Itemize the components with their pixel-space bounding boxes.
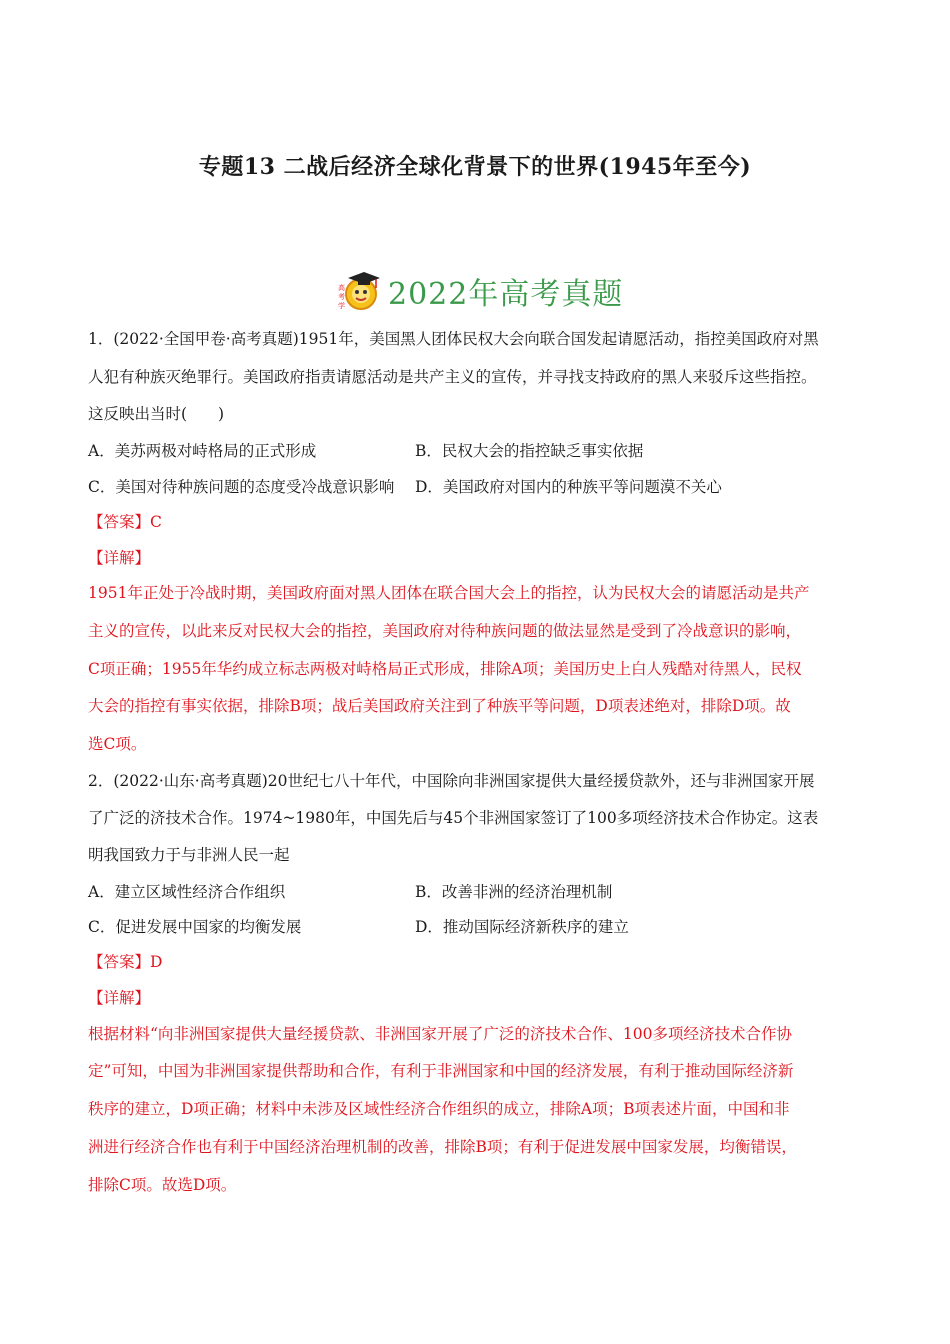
- question-2-option-b: B．改善非洲的经济治理机制: [415, 883, 613, 901]
- page-title: 专题13 二战后经济全球化背景下的世界(1945年至今): [198, 154, 752, 180]
- question-2-stem-line: 明我国致力于与非洲人民一起: [88, 846, 290, 864]
- section-banner: [336, 266, 623, 316]
- question-2-detail-label: 【详解】: [88, 989, 151, 1007]
- question-2-option-c: C．促进发展中国家的均衡发展: [88, 918, 302, 936]
- question-1-option-a: A．美苏两极对峙格局的正式形成: [88, 442, 317, 460]
- question-2-option-d: D．推动国际经济新秩序的建立: [415, 918, 629, 936]
- svg-text:考: 考: [338, 293, 345, 301]
- question-2-explanation-line: 秩序的建立，D项正确；材料中未涉及区域性经济合作组织的成立，排除A项；B项表述片面，中国和非: [88, 1100, 790, 1118]
- question-2-stem-line: 了广泛的济技术合作。1974~1980年，中国先后与45个非洲国家签订了100多项经济技术合作协定。这表: [88, 809, 819, 827]
- question-2-stem-line: 2．(2022·山东·高考真题)20世纪七八十年代，中国除向非洲国家提供大量经援贷款外，还与非洲国家开展: [88, 772, 815, 790]
- question-1-stem-line: 这反映出当时( ): [88, 405, 225, 423]
- question-2-explanation-line: 根据材料“向非洲国家提供大量经援贷款、非洲国家开展了广泛的济技术合作、100多项经济技术合作协: [88, 1025, 793, 1043]
- banner-title: 2022年高考真题: [388, 277, 624, 312]
- question-2-option-a: A．建立区域性经济合作组织: [88, 883, 286, 901]
- question-1-option-b: B．民权大会的指控缺乏事实依据: [415, 442, 644, 460]
- question-1-option-c: C．美国对待种族问题的态度受冷战意识影响: [88, 478, 395, 496]
- question-1-answer: 【答案】C: [88, 513, 162, 531]
- question-1-detail-label: 【详解】: [88, 549, 151, 567]
- question-1-stem-line: 1．(2022·全国甲卷·高考真题)1951年，美国黑人团体民权大会向联合国发起请愿活动，指控美国政府对黑: [88, 330, 819, 348]
- question-1-explanation-line: 主义的宣传，以此来反对民权大会的指控，美国政府对待种族问题的做法显然是受到了冷战意识的影响，: [88, 622, 802, 640]
- scholar-mascot-logo-icon: [336, 268, 382, 314]
- question-1-option-d: D．美国政府对国内的种族平等问题漠不关心: [415, 478, 722, 496]
- question-2-explanation-line: 排除C项。故选D项。: [88, 1176, 237, 1194]
- question-1-explanation-line: C项正确；1955年华约成立标志两极对峙格局正式形成，排除A项；美国历史上白人残酷对待黑人，民权: [88, 660, 802, 678]
- question-1-stem-line: 人犯有种族灭绝罪行。美国政府指责请愿活动是共产主义的宣传，并寻找支持政府的黑人来驳斥这些指控。: [88, 368, 817, 386]
- question-1-explanation-line: 1951年正处于冷战时期，美国政府面对黑人团体在联合国大会上的指控，认为民权大会的请愿活动是共产: [88, 584, 810, 602]
- question-1-explanation-line: 选C项。: [88, 735, 147, 753]
- question-2-explanation-line: 洲进行经济合作也有利于中国经济治理机制的改善，排除B项；有利于促进发展中国家发展，均衡错误，: [88, 1138, 797, 1156]
- svg-text:高: 高: [338, 284, 345, 292]
- svg-text:学: 学: [338, 302, 345, 310]
- question-1-explanation-line: 大会的指控有事实依据，排除B项；战后美国政府关注到了种族平等问题，D项表述绝对，排除D项。故: [88, 697, 791, 715]
- question-2-explanation-line: 定”可知，中国为非洲国家提供帮助和合作，有利于非洲国家和中国的经济发展，有利于推动国际经济新: [88, 1062, 794, 1080]
- question-2-answer: 【答案】D: [88, 953, 163, 971]
